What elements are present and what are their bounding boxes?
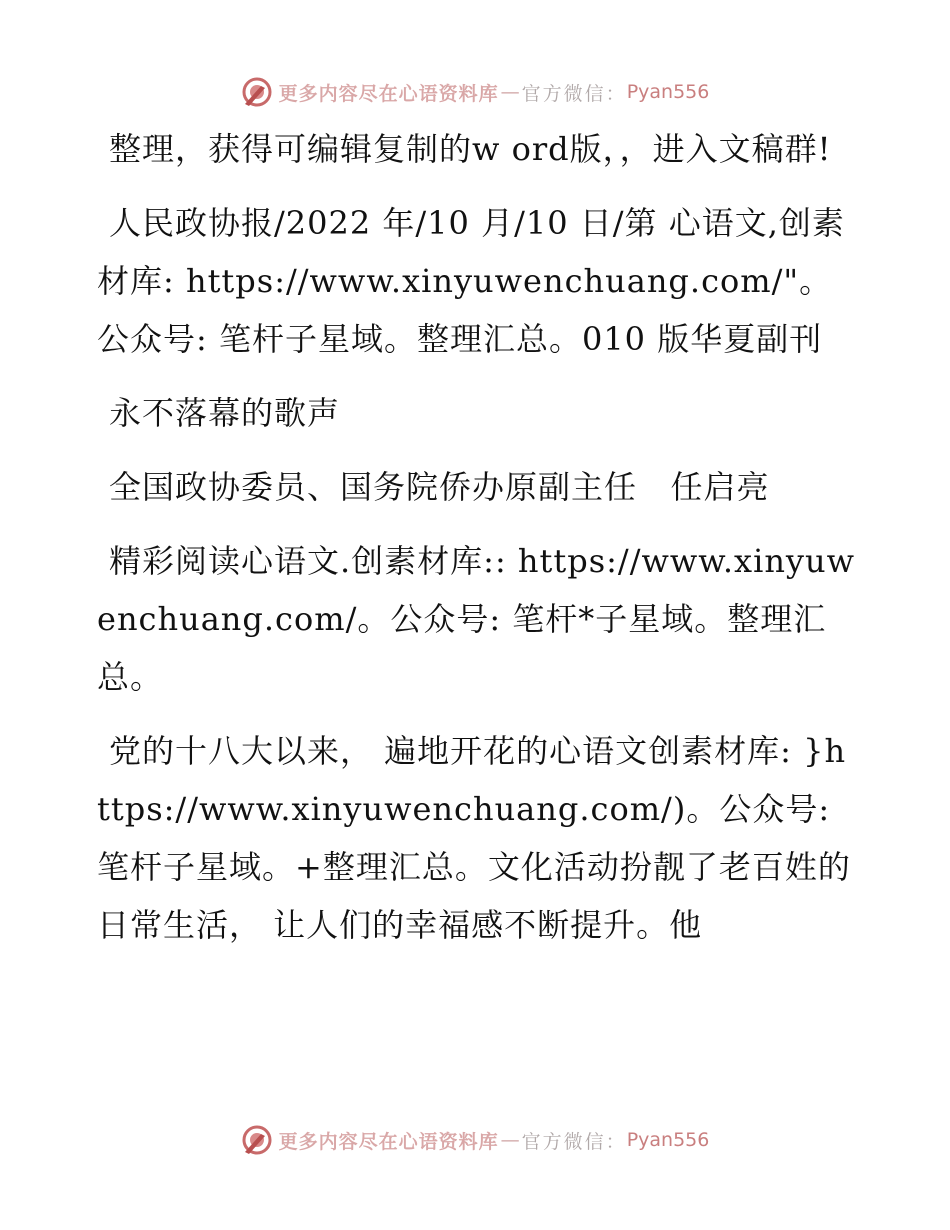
banner-main-text: 更多内容尽在心语资料库 (278, 1130, 499, 1153)
banner-main-text: 更多内容尽在心语资料库 (278, 82, 499, 105)
header-banner (0, 72, 950, 112)
banner-dash: — (500, 1129, 520, 1151)
quill-seal-icon (241, 1124, 273, 1156)
banner-sub-text: 官方微信： (521, 82, 627, 105)
paragraph-source: 人民政协报/2022 年/10 月/10 日/第 心语文,创素材库: https://www.xinyuwenchuang.com/"。公众号: 笔杆子星域。整理汇总。010 版华夏副刊 (97, 204, 845, 358)
document-body (97, 120, 857, 970)
quill-seal-icon (241, 76, 273, 108)
article-title: 永不落幕的歌声 (109, 394, 341, 432)
paragraph-reading: 精彩阅读心语文.创素材库:: https://www.xinyuwenchuang.com/。公众号: 笔杆*子星域。整理汇总。 (97, 542, 856, 696)
banner-dash: — (500, 81, 520, 103)
paragraph-body: 党的十八大以来， 遍地开花的心语文创素材库: }https://www.xinyuwenchuang.com/)。公众号: 笔杆子星域。+整理汇总。文化活动扮靓了老百姓的日常生活， 让人们的幸福感不断提升。他 (97, 732, 851, 944)
paragraph-intro: 整理，获得可编辑复制的w ord版，，进入文稿群! (109, 130, 832, 168)
article-author: 全国政协委员、国务院侨办原副主任 任启亮 (109, 468, 770, 506)
banner-wechat-id: Pyan556 (626, 81, 710, 103)
footer-banner (0, 1120, 950, 1160)
banner-wechat-id: Pyan556 (626, 1129, 710, 1151)
banner-sub-text: 官方微信： (521, 1130, 627, 1153)
